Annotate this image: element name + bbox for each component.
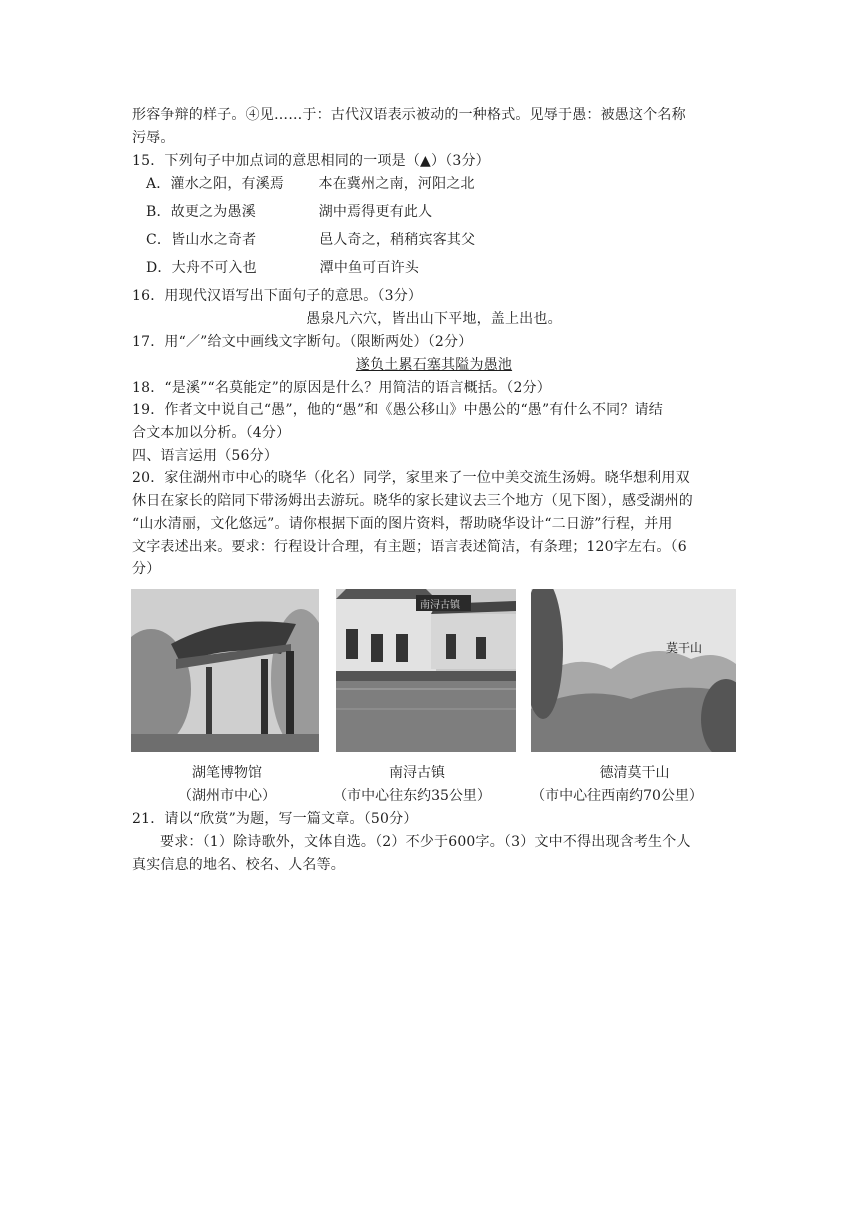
section-4-title: 四、语言运用（56分） — [132, 448, 279, 464]
location-brush-museum: （湖州市中心） — [178, 788, 276, 804]
question-17-stem: 17．用“／”给文中画线文字断句。（限断两处）（2分） — [132, 334, 473, 350]
caption-nanxun: 南浔古镇 — [389, 765, 445, 781]
location-moganshan: （市中心往西南约70公里） — [531, 788, 703, 804]
continued-note-line-1: 形容争辩的样子。④见……于：古代汉语表示被动的一种格式。见辱于愚：被愚这个名称 — [132, 107, 686, 123]
canal-town-illustration — [336, 589, 516, 752]
q15-option-a — [146, 173, 750, 195]
option-c-left: 皆山水之奇者 — [171, 232, 257, 248]
moganshan-photo-label: 莫干山 — [666, 641, 703, 655]
option-c-right: 邑人奇之，稍稍宾客其父 — [319, 232, 476, 248]
question-17-underlined-sentence: 遂负土累石塞其隘为愚池 — [355, 357, 513, 373]
question-19-line-2: 合文本加以分析。（4分） — [132, 425, 291, 441]
caption-brush-museum: 湖笔博物馆 — [192, 765, 262, 781]
q17-sentence-row — [132, 354, 736, 376]
question-18-stem: 18．“是溪”“名莫能定”的原因是什么？用简洁的语言概括。（2分） — [132, 380, 551, 396]
question-20-line-4: 文字表述出来。要求：行程设计合理，有主题；语言表述简洁，有条理；120字左右。（6 — [132, 539, 687, 555]
option-letter: D． — [146, 260, 172, 276]
question-21-requirements-2: 真实信息的地名、校名、人名等。 — [132, 857, 345, 873]
nanxun-sign-text: 南浔古镇 — [420, 600, 460, 611]
continued-note-line-2: 污辱。 — [132, 130, 175, 146]
caption-moganshan: 德清莫干山 — [599, 765, 670, 781]
pavilion-illustration — [131, 589, 319, 752]
question-19-line-1: 19．作者文中说自己“愚”，他的“愚”和《愚公移山》中愚公的“愚”有什么不同？请结 — [132, 402, 663, 418]
q15-option-b — [146, 201, 750, 223]
photo-nanxun-town — [336, 589, 516, 752]
option-b-left: 故更之为愚溪 — [170, 204, 256, 220]
option-d-right: 潭中鱼可百许头 — [319, 260, 420, 276]
option-a-right: 本在冀州之南，河阳之北 — [318, 176, 475, 192]
question-21-stem: 21．请以“欣赏”为题，写一篇文章。（50分） — [132, 811, 418, 827]
question-20-line-2: 休日在家长的陪同下带汤姆出去游玩。晓华的家长建议去三个地方（见下图），感受湖州的 — [132, 493, 693, 509]
location-nanxun: （市中心往东约35公里） — [333, 788, 491, 804]
option-letter: B． — [146, 204, 171, 220]
option-a-left: 灌水之阳，有溪焉 — [170, 176, 285, 192]
photo-brush-museum — [131, 589, 319, 752]
option-letter: C． — [146, 232, 172, 248]
q15-option-c — [146, 229, 750, 251]
mountain-illustration — [531, 589, 736, 752]
q15-option-d — [146, 257, 750, 279]
option-d-left: 大舟不可入也 — [171, 260, 257, 276]
photo-moganshan — [531, 589, 736, 752]
question-15-stem: 15．下列句子中加点词的意思相同的一项是（▲）（3分） — [132, 153, 490, 169]
question-20-line-1: 20．家住湖州市中心的晓华（化名）同学，家里来了一位中美交流生汤姆。晓华想利用双 — [132, 470, 690, 486]
question-16-stem: 16．用现代汉语写出下面句子的意思。（3分） — [132, 288, 423, 304]
question-20-line-5: 分） — [132, 561, 161, 577]
option-letter: A． — [146, 176, 171, 192]
photo-strip — [131, 589, 736, 752]
option-b-right: 湖中焉得更有此人 — [318, 204, 433, 220]
question-21-requirements-1: 要求：（1）除诗歌外，文体自选。（2）不少于600字。（3）文中不得出现含考生个人 — [160, 834, 691, 850]
question-20-line-3: “山水清丽，文化悠远”。请你根据下面的图片资料，帮助晓华设计“二日游”行程，并用 — [132, 516, 673, 532]
question-16-sentence: 愚泉凡六穴，皆出山下平地，盖上出也。 — [306, 311, 562, 327]
